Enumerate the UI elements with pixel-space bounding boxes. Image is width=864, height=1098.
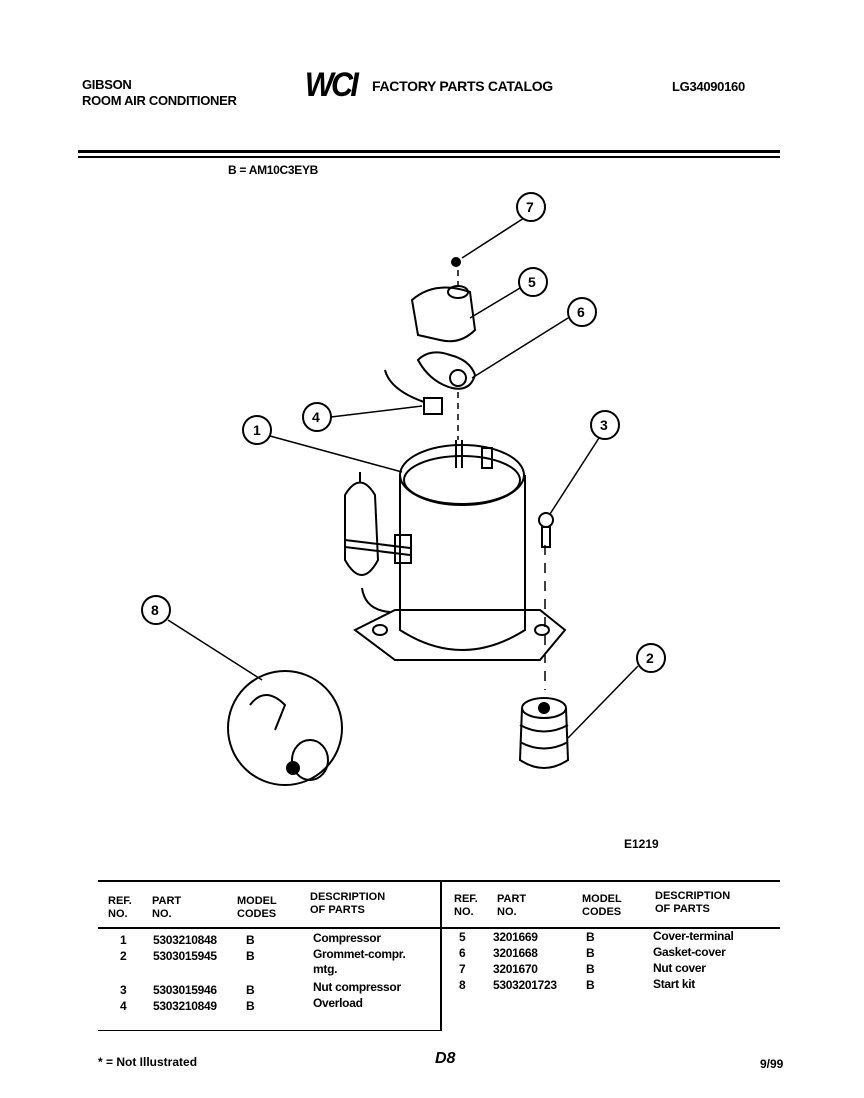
overload — [424, 398, 442, 414]
header-part-right: PART NO. — [497, 893, 527, 918]
callout-2: 2 — [646, 650, 654, 666]
header-desc: DESCRIPTION OF PARTS — [310, 891, 386, 916]
table-column-divider — [440, 880, 442, 1030]
not-illustrated-note: * = Not Illustrated — [98, 1055, 198, 1069]
wci-logo: WCI — [304, 66, 357, 104]
brand-name: GIBSON — [82, 77, 132, 92]
callout-1: 1 — [253, 422, 261, 438]
header-model: MODEL CODES — [237, 895, 277, 920]
callout-markers — [142, 193, 665, 672]
callout-8: 8 — [151, 602, 159, 618]
table-top-rule — [98, 880, 780, 882]
table-bottom-rule — [98, 1030, 442, 1031]
page-number: D8 — [435, 1050, 456, 1067]
header-ref-right: REF. NO. — [454, 893, 478, 918]
exploded-parts-diagram — [0, 180, 864, 860]
nut-cover — [452, 258, 460, 266]
accumulator — [345, 472, 411, 612]
start-kit-inset — [228, 671, 342, 785]
gasket-cover — [418, 352, 475, 388]
callout-6: 6 — [577, 304, 585, 320]
header-rule-2 — [78, 156, 780, 158]
figure-id: E1219 — [624, 837, 659, 851]
catalog-title: FACTORY PARTS CATALOG — [372, 78, 553, 94]
revision-date: 9/99 — [760, 1057, 784, 1071]
compressor-nut — [539, 513, 553, 547]
callout-7: 7 — [526, 199, 534, 215]
header-rule — [78, 150, 780, 153]
compressor-body — [400, 440, 525, 650]
callout-3: 3 — [600, 417, 608, 433]
callout-5: 5 — [528, 274, 536, 290]
header-part: PART NO. — [152, 895, 182, 920]
model-code-legend: B = AM10C3EYB — [228, 163, 319, 177]
compressor-base-plate — [355, 610, 565, 660]
catalog-number: LG34090160 — [672, 79, 745, 94]
header-ref: REF. NO. — [108, 895, 132, 920]
product-type: ROOM AIR CONDITIONER — [82, 93, 237, 108]
header-model-right: MODEL CODES — [582, 893, 622, 918]
header-desc-right: DESCRIPTION OF PARTS — [655, 890, 731, 915]
grommet — [520, 698, 568, 768]
callout-4: 4 — [312, 409, 320, 425]
